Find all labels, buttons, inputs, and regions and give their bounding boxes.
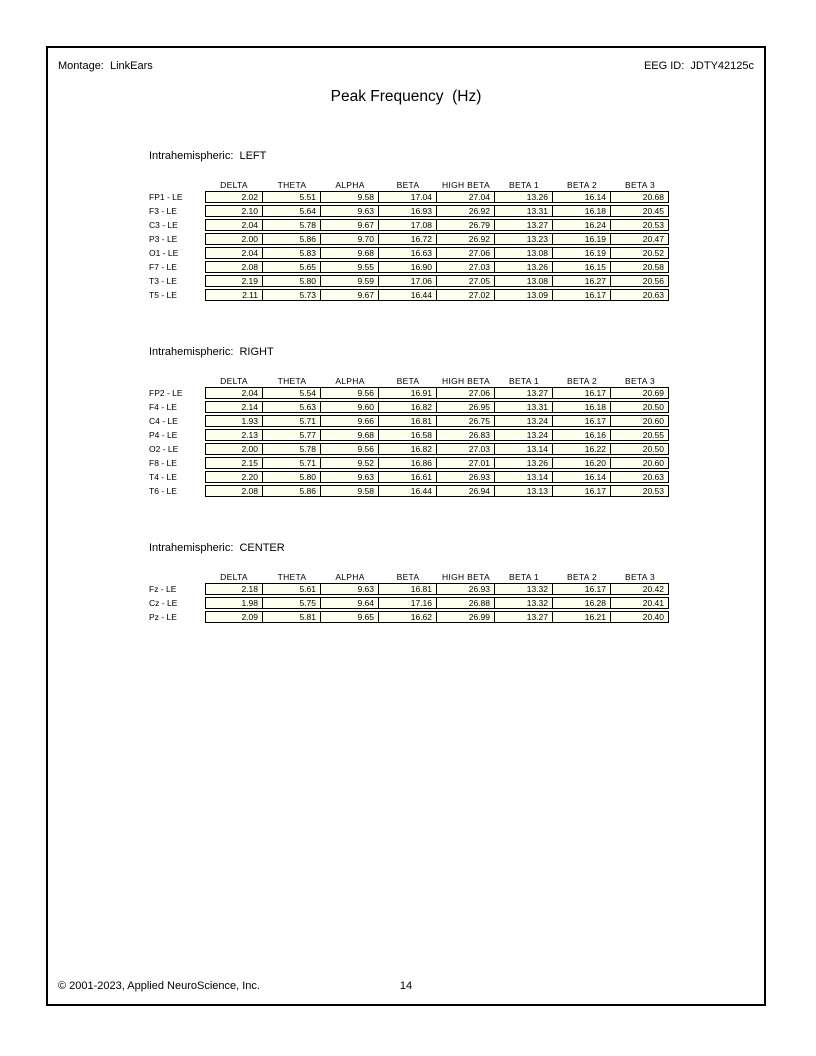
value-cell: 16.17 bbox=[553, 583, 611, 595]
value-cell: 16.14 bbox=[553, 471, 611, 483]
column-header: ALPHA bbox=[335, 376, 365, 386]
column-header-row bbox=[149, 180, 679, 191]
section-title: Intrahemispheric: RIGHT bbox=[149, 346, 274, 358]
value-cell: 2.00 bbox=[205, 233, 263, 245]
value-cell: 20.50 bbox=[611, 443, 669, 455]
value-cell: 17.08 bbox=[379, 219, 437, 231]
value-cell: 27.06 bbox=[437, 247, 495, 259]
value-cell: 9.65 bbox=[321, 611, 379, 623]
value-cell: 20.53 bbox=[611, 485, 669, 497]
value-cell: 16.44 bbox=[379, 485, 437, 497]
value-cell: 9.68 bbox=[321, 429, 379, 441]
value-cell: 9.52 bbox=[321, 457, 379, 469]
value-cell: 2.00 bbox=[205, 443, 263, 455]
value-cell: 13.08 bbox=[495, 247, 553, 259]
row-label-spacer bbox=[149, 572, 205, 583]
value-cell: 17.04 bbox=[379, 191, 437, 203]
table-rows bbox=[149, 387, 679, 497]
value-cell: 27.06 bbox=[437, 387, 495, 399]
value-cell: 13.27 bbox=[495, 387, 553, 399]
channel-label: F4 - LE bbox=[149, 402, 177, 412]
section-intrahemispheric-left bbox=[149, 150, 679, 303]
value-cell: 1.93 bbox=[205, 415, 263, 427]
column-header-row bbox=[149, 376, 679, 387]
value-cell: 20.68 bbox=[611, 191, 669, 203]
value-cell: 26.94 bbox=[437, 485, 495, 497]
column-header: ALPHA bbox=[335, 180, 365, 190]
channel-label: F7 - LE bbox=[149, 262, 177, 272]
copyright-text: © 2001-2023, Applied NeuroScience, Inc. bbox=[58, 980, 260, 992]
row-label-spacer bbox=[149, 376, 205, 387]
value-cell: 5.80 bbox=[263, 471, 321, 483]
value-cell: 13.26 bbox=[495, 261, 553, 273]
value-cell: 2.09 bbox=[205, 611, 263, 623]
value-cell: 20.47 bbox=[611, 233, 669, 245]
table-row bbox=[149, 219, 679, 231]
value-cell: 16.19 bbox=[553, 247, 611, 259]
table-row bbox=[149, 485, 679, 497]
value-cell: 16.90 bbox=[379, 261, 437, 273]
value-cell: 9.58 bbox=[321, 191, 379, 203]
column-header: DELTA bbox=[220, 572, 248, 582]
value-cell: 13.08 bbox=[495, 275, 553, 287]
value-cell: 27.01 bbox=[437, 457, 495, 469]
table-row bbox=[149, 191, 679, 203]
value-cell: 9.56 bbox=[321, 387, 379, 399]
value-cell: 9.63 bbox=[321, 205, 379, 217]
document-footer bbox=[58, 980, 754, 994]
value-cell: 16.81 bbox=[379, 415, 437, 427]
value-cell: 13.27 bbox=[495, 611, 553, 623]
table-row bbox=[149, 597, 679, 609]
value-cell: 13.32 bbox=[495, 583, 553, 595]
column-header: HIGH BETA bbox=[442, 572, 490, 582]
value-cell: 2.19 bbox=[205, 275, 263, 287]
table-row bbox=[149, 429, 679, 441]
column-header: BETA 2 bbox=[567, 572, 597, 582]
value-cell: 16.81 bbox=[379, 583, 437, 595]
column-header: THETA bbox=[277, 180, 307, 190]
value-cell: 13.23 bbox=[495, 233, 553, 245]
value-cell: 2.04 bbox=[205, 247, 263, 259]
value-cell: 16.17 bbox=[553, 415, 611, 427]
value-cell: 20.42 bbox=[611, 583, 669, 595]
value-cell: 26.93 bbox=[437, 583, 495, 595]
value-cell: 16.20 bbox=[553, 457, 611, 469]
value-cell: 20.63 bbox=[611, 289, 669, 301]
value-cell: 27.05 bbox=[437, 275, 495, 287]
row-label-spacer bbox=[149, 180, 205, 191]
channel-label: T4 - LE bbox=[149, 472, 177, 482]
value-cell: 26.92 bbox=[437, 233, 495, 245]
value-cell: 9.60 bbox=[321, 401, 379, 413]
section-title: Intrahemispheric: LEFT bbox=[149, 150, 267, 162]
value-cell: 26.75 bbox=[437, 415, 495, 427]
value-cell: 9.55 bbox=[321, 261, 379, 273]
value-cell: 20.63 bbox=[611, 471, 669, 483]
channel-label: P4 - LE bbox=[149, 430, 178, 440]
value-cell: 16.16 bbox=[553, 429, 611, 441]
value-cell: 26.93 bbox=[437, 471, 495, 483]
value-cell: 2.13 bbox=[205, 429, 263, 441]
value-cell: 20.58 bbox=[611, 261, 669, 273]
column-header: BETA 1 bbox=[509, 572, 539, 582]
table-row bbox=[149, 583, 679, 595]
value-cell: 16.93 bbox=[379, 205, 437, 217]
value-cell: 16.72 bbox=[379, 233, 437, 245]
value-cell: 16.17 bbox=[553, 485, 611, 497]
value-cell: 5.83 bbox=[263, 247, 321, 259]
value-cell: 20.53 bbox=[611, 219, 669, 231]
table-row bbox=[149, 457, 679, 469]
value-cell: 13.27 bbox=[495, 219, 553, 231]
column-header: DELTA bbox=[220, 180, 248, 190]
value-cell: 13.14 bbox=[495, 443, 553, 455]
value-cell: 27.03 bbox=[437, 261, 495, 273]
value-cell: 2.14 bbox=[205, 401, 263, 413]
section-title: Intrahemispheric: CENTER bbox=[149, 542, 285, 554]
table-row bbox=[149, 387, 679, 399]
value-cell: 9.66 bbox=[321, 415, 379, 427]
page-title: Peak Frequency (Hz) bbox=[330, 88, 482, 105]
value-cell: 5.73 bbox=[263, 289, 321, 301]
value-cell: 20.56 bbox=[611, 275, 669, 287]
value-cell: 26.92 bbox=[437, 205, 495, 217]
channel-label: O1 - LE bbox=[149, 248, 179, 258]
value-cell: 2.08 bbox=[205, 485, 263, 497]
value-cell: 20.41 bbox=[611, 597, 669, 609]
value-cell: 2.10 bbox=[205, 205, 263, 217]
value-cell: 2.18 bbox=[205, 583, 263, 595]
value-cell: 20.52 bbox=[611, 247, 669, 259]
value-cell: 16.82 bbox=[379, 443, 437, 455]
column-header: BETA bbox=[396, 180, 420, 190]
value-cell: 13.14 bbox=[495, 471, 553, 483]
channel-label: FP1 - LE bbox=[149, 192, 183, 202]
value-cell: 16.62 bbox=[379, 611, 437, 623]
table-row bbox=[149, 275, 679, 287]
value-cell: 5.80 bbox=[263, 275, 321, 287]
value-cell: 26.83 bbox=[437, 429, 495, 441]
column-header: BETA 3 bbox=[625, 180, 655, 190]
table-row bbox=[149, 233, 679, 245]
column-header: BETA 1 bbox=[509, 376, 539, 386]
value-cell: 20.55 bbox=[611, 429, 669, 441]
value-cell: 9.63 bbox=[321, 583, 379, 595]
value-cell: 5.51 bbox=[263, 191, 321, 203]
section-intrahemispheric-center bbox=[149, 542, 679, 625]
value-cell: 16.61 bbox=[379, 471, 437, 483]
table-row bbox=[149, 471, 679, 483]
column-header: BETA 2 bbox=[567, 376, 597, 386]
table-row bbox=[149, 261, 679, 273]
table-row bbox=[149, 443, 679, 455]
column-header: BETA 1 bbox=[509, 180, 539, 190]
value-cell: 16.63 bbox=[379, 247, 437, 259]
value-cell: 2.08 bbox=[205, 261, 263, 273]
montage-label: Montage: LinkEars bbox=[58, 60, 153, 72]
value-cell: 5.77 bbox=[263, 429, 321, 441]
value-cell: 5.86 bbox=[263, 233, 321, 245]
value-cell: 13.31 bbox=[495, 401, 553, 413]
column-header: BETA 2 bbox=[567, 180, 597, 190]
value-cell: 5.61 bbox=[263, 583, 321, 595]
column-header: ALPHA bbox=[335, 572, 365, 582]
value-cell: 16.18 bbox=[553, 205, 611, 217]
value-cell: 16.21 bbox=[553, 611, 611, 623]
value-cell: 20.45 bbox=[611, 205, 669, 217]
value-cell: 9.67 bbox=[321, 219, 379, 231]
value-cell: 5.65 bbox=[263, 261, 321, 273]
column-header-row bbox=[149, 572, 679, 583]
value-cell: 5.64 bbox=[263, 205, 321, 217]
table-rows bbox=[149, 583, 679, 623]
document-header bbox=[58, 60, 754, 72]
value-cell: 9.70 bbox=[321, 233, 379, 245]
value-cell: 16.91 bbox=[379, 387, 437, 399]
value-cell: 5.54 bbox=[263, 387, 321, 399]
value-cell: 9.63 bbox=[321, 471, 379, 483]
value-cell: 5.86 bbox=[263, 485, 321, 497]
column-header: BETA 3 bbox=[625, 376, 655, 386]
channel-label: Cz - LE bbox=[149, 598, 178, 608]
value-cell: 9.58 bbox=[321, 485, 379, 497]
value-cell: 16.82 bbox=[379, 401, 437, 413]
value-cell: 16.24 bbox=[553, 219, 611, 231]
value-cell: 16.17 bbox=[553, 387, 611, 399]
value-cell: 2.04 bbox=[205, 387, 263, 399]
column-header: THETA bbox=[277, 572, 307, 582]
value-cell: 5.71 bbox=[263, 415, 321, 427]
value-cell: 20.40 bbox=[611, 611, 669, 623]
column-header: DELTA bbox=[220, 376, 248, 386]
table-row bbox=[149, 611, 679, 623]
value-cell: 2.04 bbox=[205, 219, 263, 231]
value-cell: 26.95 bbox=[437, 401, 495, 413]
value-cell: 13.09 bbox=[495, 289, 553, 301]
value-cell: 26.99 bbox=[437, 611, 495, 623]
value-cell: 16.27 bbox=[553, 275, 611, 287]
value-cell: 13.24 bbox=[495, 415, 553, 427]
table-row bbox=[149, 247, 679, 259]
column-header: HIGH BETA bbox=[442, 376, 490, 386]
value-cell: 5.78 bbox=[263, 443, 321, 455]
value-cell: 13.13 bbox=[495, 485, 553, 497]
value-cell: 13.31 bbox=[495, 205, 553, 217]
column-header: HIGH BETA bbox=[442, 180, 490, 190]
value-cell: 26.79 bbox=[437, 219, 495, 231]
value-cell: 2.11 bbox=[205, 289, 263, 301]
channel-label: Pz - LE bbox=[149, 612, 177, 622]
value-cell: 16.86 bbox=[379, 457, 437, 469]
channel-label: Fz - LE bbox=[149, 584, 177, 594]
column-header: BETA 3 bbox=[625, 572, 655, 582]
table-row bbox=[149, 205, 679, 217]
value-cell: 16.18 bbox=[553, 401, 611, 413]
channel-label: C3 - LE bbox=[149, 220, 178, 230]
value-cell: 5.71 bbox=[263, 457, 321, 469]
value-cell: 13.26 bbox=[495, 457, 553, 469]
value-cell: 16.17 bbox=[553, 289, 611, 301]
value-cell: 20.50 bbox=[611, 401, 669, 413]
value-cell: 5.81 bbox=[263, 611, 321, 623]
value-cell: 17.06 bbox=[379, 275, 437, 287]
value-cell: 9.56 bbox=[321, 443, 379, 455]
value-cell: 16.15 bbox=[553, 261, 611, 273]
value-cell: 16.19 bbox=[553, 233, 611, 245]
channel-label: O2 - LE bbox=[149, 444, 179, 454]
channel-label: P3 - LE bbox=[149, 234, 178, 244]
value-cell: 17.16 bbox=[379, 597, 437, 609]
value-cell: 16.28 bbox=[553, 597, 611, 609]
value-cell: 27.04 bbox=[437, 191, 495, 203]
value-cell: 26.88 bbox=[437, 597, 495, 609]
page-border-frame bbox=[46, 46, 766, 1006]
channel-label: T3 - LE bbox=[149, 276, 177, 286]
column-header: THETA bbox=[277, 376, 307, 386]
value-cell: 5.75 bbox=[263, 597, 321, 609]
channel-label: T6 - LE bbox=[149, 486, 177, 496]
channel-label: FP2 - LE bbox=[149, 388, 183, 398]
table-rows bbox=[149, 191, 679, 301]
value-cell: 5.78 bbox=[263, 219, 321, 231]
table-row bbox=[149, 401, 679, 413]
value-cell: 20.60 bbox=[611, 415, 669, 427]
value-cell: 13.24 bbox=[495, 429, 553, 441]
value-cell: 27.03 bbox=[437, 443, 495, 455]
eeg-id-label: EEG ID: JDTY42125c bbox=[643, 60, 754, 72]
section-intrahemispheric-right bbox=[149, 346, 679, 499]
value-cell: 20.69 bbox=[611, 387, 669, 399]
value-cell: 5.63 bbox=[263, 401, 321, 413]
column-header: BETA bbox=[396, 572, 420, 582]
value-cell: 16.44 bbox=[379, 289, 437, 301]
value-cell: 1.98 bbox=[205, 597, 263, 609]
value-cell: 9.67 bbox=[321, 289, 379, 301]
channel-label: C4 - LE bbox=[149, 416, 178, 426]
value-cell: 27.02 bbox=[437, 289, 495, 301]
value-cell: 16.58 bbox=[379, 429, 437, 441]
value-cell: 13.32 bbox=[495, 597, 553, 609]
channel-label: F8 - LE bbox=[149, 458, 177, 468]
value-cell: 2.15 bbox=[205, 457, 263, 469]
table-row bbox=[149, 415, 679, 427]
channel-label: T5 - LE bbox=[149, 290, 177, 300]
value-cell: 13.26 bbox=[495, 191, 553, 203]
value-cell: 2.02 bbox=[205, 191, 263, 203]
page-number: 14 bbox=[399, 980, 413, 992]
value-cell: 9.59 bbox=[321, 275, 379, 287]
value-cell: 9.68 bbox=[321, 247, 379, 259]
column-header: BETA bbox=[396, 376, 420, 386]
value-cell: 16.22 bbox=[553, 443, 611, 455]
value-cell: 16.14 bbox=[553, 191, 611, 203]
value-cell: 20.60 bbox=[611, 457, 669, 469]
channel-label: F3 - LE bbox=[149, 206, 177, 216]
table-row bbox=[149, 289, 679, 301]
value-cell: 9.64 bbox=[321, 597, 379, 609]
value-cell: 2.20 bbox=[205, 471, 263, 483]
